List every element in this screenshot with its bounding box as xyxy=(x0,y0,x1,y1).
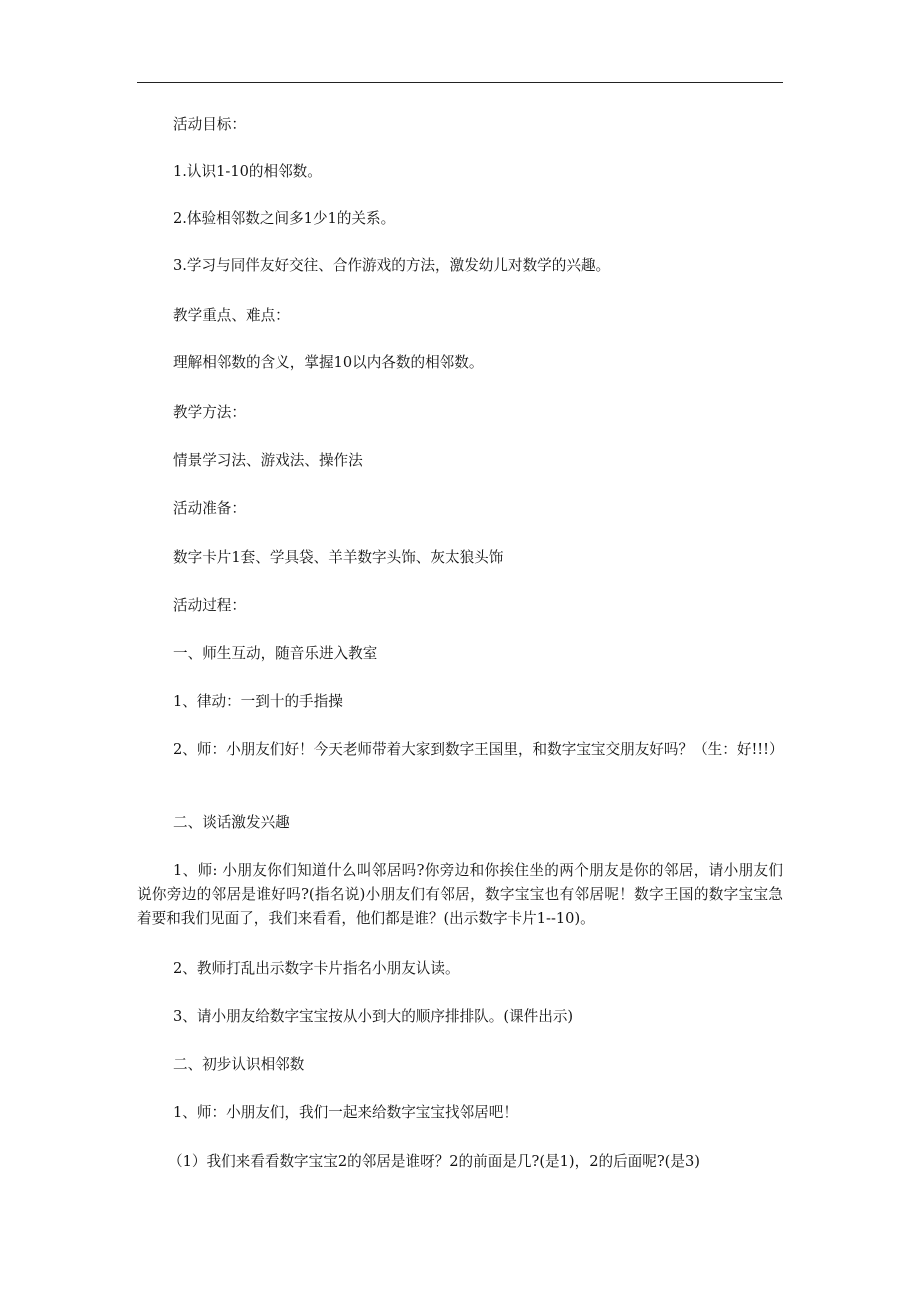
heading-process: 活动过程： xyxy=(173,597,246,614)
goal-3: 3.学习与同伴友好交往、合作游戏的方法，激发幼儿对数学的兴趣。 xyxy=(173,257,611,274)
section-3-item-1: 1、师：小朋友们，我们一起来给数字宝宝找邻居吧！ xyxy=(173,1104,518,1121)
section-2-item-1: 1、师: 小朋友你们知道什么叫邻居吗?你旁边和你挨住坐的两个朋友是你的邻居，请小朋友们说你旁边的邻居是谁好吗?(指名说)小朋友们有邻居，数字宝宝也有邻居呢！数字王国的数字宝宝急着要和我们见面了，我们来看看，他们都是谁？(出示数字卡片1--10)。 xyxy=(137,862,783,927)
heading-teaching-methods: 教学方法： xyxy=(173,404,246,421)
teaching-methods-text: 情景学习法、游戏法、操作法 xyxy=(173,452,363,469)
key-points-text: 理解相邻数的含义，掌握10以内各数的相邻数。 xyxy=(173,354,484,371)
section-2-item-3: 3、请小朋友给数字宝宝按从小到大的顺序排排队。(课件出示) xyxy=(173,1008,574,1025)
goal-1: 1.认识1-10的相邻数。 xyxy=(173,163,322,180)
heading-activity-goals: 活动目标： xyxy=(173,116,246,133)
section-3-title: 二、初步认识相邻数 xyxy=(173,1056,305,1073)
section-1-title: 一、师生互动，随音乐进入教室 xyxy=(173,645,378,662)
section-2-item-2: 2、教师打乱出示数字卡片指名小朋友认读。 xyxy=(173,960,460,977)
heading-preparation: 活动准备： xyxy=(173,500,246,517)
heading-key-points: 教学重点、难点： xyxy=(173,307,290,324)
section-1-item-2: 2、师：小朋友们好！今天老师带着大家到数字王国里，和数字宝宝交朋友好吗？（生：好!!!） xyxy=(173,741,784,758)
section-2-title: 二、谈话激发兴趣 xyxy=(173,814,290,831)
section-3-item-1-sub-1: （1）我们来看看数字宝宝2的邻居是谁呀？2的前面是几?(是1)，2的后面呢?(是3) xyxy=(168,1153,700,1170)
goal-2: 2.体验相邻数之间多1少1的关系。 xyxy=(173,210,396,227)
preparation-text: 数字卡片1套、学具袋、羊羊数字头饰、灰太狼头饰 xyxy=(173,549,504,566)
section-1-item-1: 1、律动：一到十的手指操 xyxy=(173,693,343,710)
